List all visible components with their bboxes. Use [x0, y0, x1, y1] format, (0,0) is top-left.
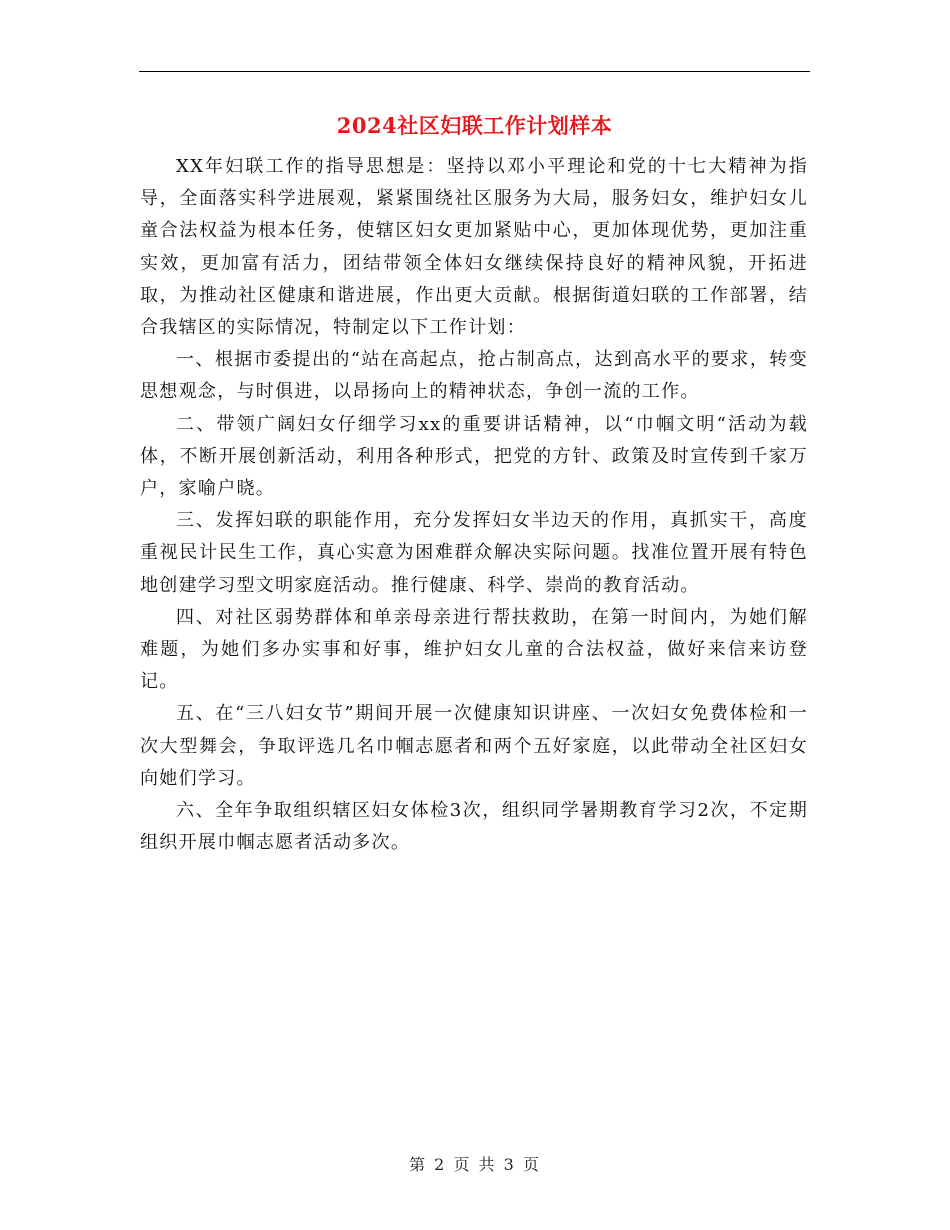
paragraph-item-3: 三、发挥妇联的职能作用，充分发挥妇女半边天的作用，真抓实干，高度重视民计民生工作，真心实意为困难群众解决实际问题。找准位置开展有特色地创建学习型文明家庭活动。推行健康、科学、崇尚的教育活动。	[140, 510, 808, 596]
document-body	[140, 151, 808, 859]
document-title: 2024社区妇联工作计划样本	[336, 113, 613, 138]
paragraph-item-5: 五、在“三八妇女节”期间开展一次健康知识讲座、一次妇女免费体检和一次大型舞会，争取评选几名巾帼志愿者和两个五好家庭，以此带动全社区妇女向她们学习。	[140, 703, 808, 789]
paragraph-item-4: 四、对社区弱势群体和单亲母亲进行帮扶救助，在第一时间内，为她们解难题，为她们多办实事和好事，维护妇女儿童的合法权益，做好来信来访登记。	[140, 606, 808, 693]
paragraph-intro: XX年妇联工作的指导思想是：坚持以邓小平理论和党的十七大精神为指导，全面落实科学进展观，紧紧围绕社区服务为大局，服务妇女，维护妇女儿童合法权益为根本任务，使辖区妇女更加紧贴中心，更加体现优势，更加注重实效，更加富有活力，团结带领全体妇女继续保持良好的精神风貌，开拓进取，为推动社区健康和谐进展，作出更大贡献。根据街道妇联的工作部署，结合我辖区的实际情况，特制定以下工作计划：	[140, 156, 808, 339]
paragraph-item-1: 一、根据市委提出的“站在高起点，抢占制高点，达到高水平的要求，转变思想观念，与时俱进，以昂扬向上的精神状态，争创一流的工作。	[140, 349, 808, 403]
header-rule	[139, 71, 810, 72]
page-number-footer: 第 2 页 共 3 页	[409, 1155, 541, 1174]
paragraph-item-2: 二、带领广阔妇女仔细学习xx的重要讲话精神，以“巾帼文明“活动为载体，不断开展创新活动，利用各种形式，把党的方针、政策及时宣传到千家万户，家喻户晓。	[140, 413, 808, 500]
paragraph-item-6: 六、全年争取组织辖区妇女体检3次，组织同学暑期教育学习2次，不定期组织开展巾帼志愿者活动多次。	[140, 800, 808, 854]
